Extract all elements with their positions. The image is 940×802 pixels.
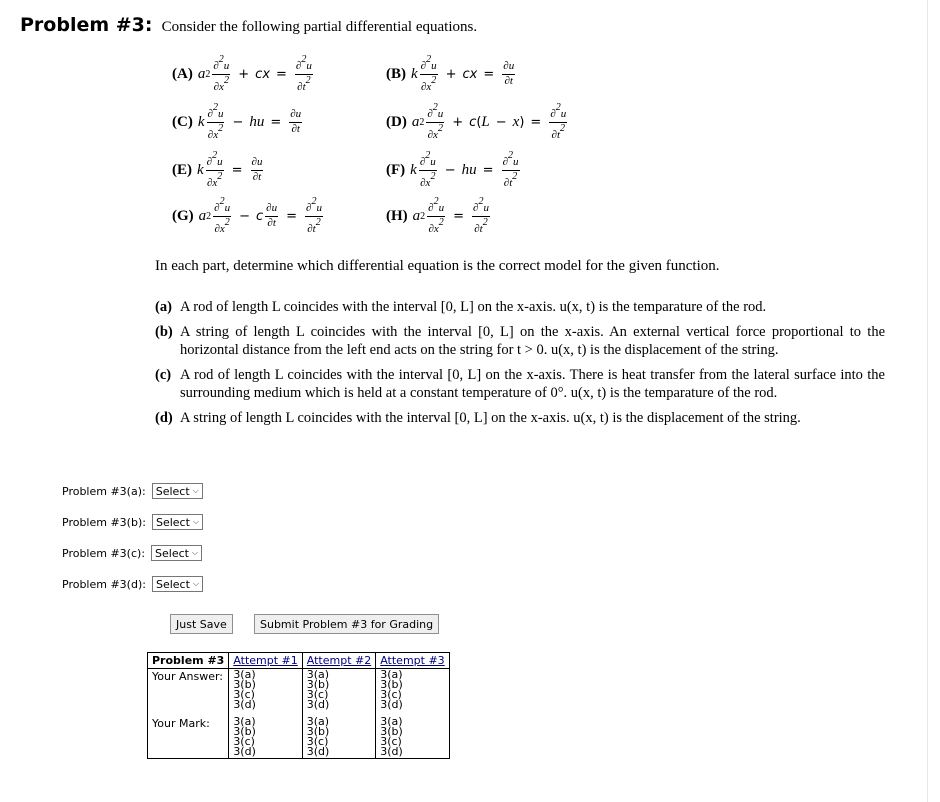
equation-label: (H): [386, 207, 408, 224]
attempts-table: [147, 652, 450, 759]
mark-cell-1: 3(a) 3(b) 3(c) 3(d): [229, 711, 302, 759]
answer-cell-1: 3(a) 3(b) 3(c) 3(d): [229, 669, 302, 712]
equation-label: (C): [172, 113, 193, 130]
answer-cell-3: 3(a) 3(b) 3(c) 3(d): [376, 669, 449, 712]
chevron-down-icon: ⌵: [192, 486, 199, 495]
select-row-d: [62, 576, 203, 592]
select-value: Select: [155, 484, 190, 498]
chevron-down-icon: ⌵: [192, 579, 199, 588]
part-text: A string of length L coincides with the interval [0, L] on the x-axis. An external vertical force proportional to the horizontal distance from the left end acts on the string for t > 0. u(x, t) is the displacement of the string.: [180, 324, 885, 358]
select-label: Problem #3(c):: [62, 546, 146, 560]
select-label: Problem #3(b):: [62, 515, 146, 529]
select-row-c: [62, 545, 202, 561]
answer-select-c[interactable]: [151, 545, 202, 561]
select-label: Problem #3(a):: [62, 484, 146, 498]
equation-label: (E): [172, 161, 192, 178]
select-row-b: [62, 514, 203, 530]
table-row-answer: [148, 669, 450, 712]
equation-label: (D): [386, 113, 407, 130]
part-label: (b): [155, 324, 173, 340]
equation-b: (B) k $\frac{\partial 2u}{\partial x2}$ + cx = $\frac{\partial u}{\partial t}$: [386, 53, 515, 93]
equation-label: (A): [172, 65, 193, 82]
problem-intro: Consider the following partial differential equations.: [161, 19, 478, 35]
mark-cell-3: 3(a) 3(b) 3(c) 3(d): [376, 711, 449, 759]
chevron-down-icon: ⌵: [192, 517, 199, 526]
equation-e: (E) k $\frac{\partial 2u}{\partial x2}$ = $\frac{\partial u}{\partial t}$: [172, 149, 263, 189]
part-text: A rod of length L coincides with the interval [0, L] on the x-axis. There is heat transfer from the lateral surface into the surrounding medium which is held at a constant temperature of 0°. u(x, t) is the temparature of the rod.: [180, 367, 885, 401]
chevron-down-icon: ⌵: [191, 548, 199, 557]
equation-label: (B): [386, 65, 406, 82]
answer-cell-2: 3(a) 3(b) 3(c) 3(d): [302, 669, 375, 712]
part-c: [155, 366, 885, 402]
equation-f: (F) k $\frac{\partial 2u}{\partial x2}$ − hu = $\frac{\partial 2u}{\partial t2}$: [386, 149, 519, 189]
equation-d: (D) a 2 $\frac{\partial 2u}{\partial x2}$ + c ( L − x ) = $\frac{\partial 2u}{\partial t2}$: [386, 101, 567, 141]
table-header-attempt-1: [229, 653, 302, 669]
table-header-attempt-3: [376, 653, 449, 669]
part-text: A string of length L coincides with the interval [0, L] on the x-axis. u(x, t) is the displacement of the string.: [180, 410, 801, 426]
submit-grading-button[interactable]: Submit Problem #3 for Grading: [254, 614, 439, 634]
problem-number: Problem #3:: [20, 14, 153, 36]
answer-select-a[interactable]: [152, 483, 203, 499]
part-b: [155, 323, 885, 359]
mark-row-label: Your Mark:: [148, 711, 229, 759]
answer-select-b[interactable]: [152, 514, 203, 530]
problem-title: [20, 14, 477, 36]
select-label: Problem #3(d):: [62, 577, 146, 591]
part-label: (d): [155, 410, 173, 426]
mark-cell-2: 3(a) 3(b) 3(c) 3(d): [302, 711, 375, 759]
attempt-1-link[interactable]: Attempt #1: [233, 654, 298, 667]
part-a: [155, 298, 885, 316]
answer-select-d[interactable]: [152, 576, 203, 592]
equation-c: (C) k $\frac{\partial 2u}{\partial x2}$ − hu = $\frac{\partial u}{\partial t}$: [172, 101, 302, 141]
select-row-a: [62, 483, 203, 499]
equation-a: (A) a 2 $\frac{\partial 2u}{\partial x2}$ + cx = $\frac{\partial 2u}{\partial t2}$: [172, 53, 312, 93]
part-text: A rod of length L coincides with the interval [0, L] on the x-axis. u(x, t) is the temparature of the rod.: [180, 299, 767, 315]
part-label: (a): [155, 299, 172, 315]
select-value: Select: [155, 577, 190, 591]
just-save-button[interactable]: Just Save: [170, 614, 233, 634]
table-header-problem: Problem #3: [148, 653, 229, 669]
page-right-border: [927, 0, 928, 802]
parts-list: [155, 298, 885, 434]
table-row-mark: [148, 711, 450, 759]
table-header-row: [148, 653, 450, 669]
equation-g: (G) a 2 $\frac{\partial 2u}{\partial x2}$ − c $\frac{\partial u}{\partial t}$ = $\frac{\partial 2u}{\partial t2}$: [172, 195, 322, 235]
instruction-text: In each part, determine which differential equation is the correct model for the given function.: [155, 258, 720, 274]
select-value: Select: [155, 546, 189, 560]
equation-label: (F): [386, 161, 406, 178]
answer-row-label: Your Answer:: [148, 669, 229, 712]
equation-label: (G): [172, 207, 194, 224]
attempt-2-link[interactable]: Attempt #2: [306, 654, 372, 667]
part-d: [155, 409, 885, 427]
equation-h: (H) a 2 $\frac{\partial 2u}{\partial x2}$ = $\frac{\partial 2u}{\partial t2}$: [386, 195, 489, 235]
attempt-3-link[interactable]: Attempt #3: [380, 654, 445, 667]
table-header-attempt-2: [302, 653, 375, 669]
select-value: Select: [155, 515, 190, 529]
part-label: (c): [155, 367, 172, 383]
